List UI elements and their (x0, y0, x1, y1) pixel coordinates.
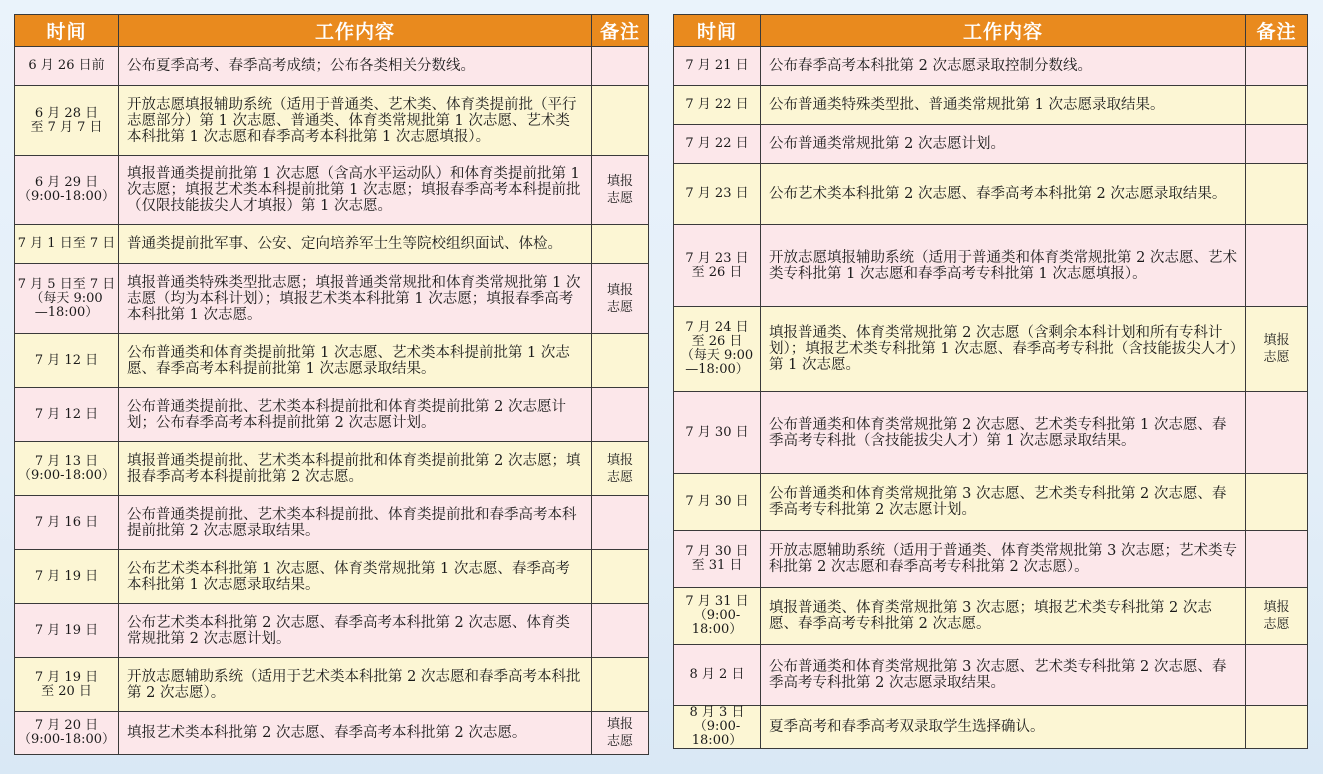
row-note: 填报 志愿 (606, 174, 633, 206)
row-time-cell (15, 550, 119, 604)
row-time-cell (674, 125, 761, 164)
row-note-cell (1246, 307, 1308, 392)
row-time-cell (15, 225, 119, 264)
row-time-cell (15, 658, 119, 712)
row-content-cell (119, 334, 592, 388)
row-note-cell (1246, 645, 1308, 706)
row-time: 6 月 26 日前 (28, 58, 105, 73)
row-time: 7 月 20 日 （9:00-18:00） (17, 718, 116, 747)
header-time: 时间 (674, 15, 761, 47)
row-note-cell (592, 604, 649, 658)
row-note: 填报 志愿 (606, 452, 633, 485)
row-note-cell (1246, 588, 1308, 645)
table-row (15, 388, 649, 442)
table-row (674, 706, 1308, 749)
row-time: 7 月 22 日 (685, 97, 749, 112)
table-row (15, 47, 649, 86)
row-note-cell (592, 225, 649, 264)
row-note-cell (592, 334, 649, 388)
row-content: 填报普通类、体育类常规批第 2 次志愿（含剩余本科计划和所有专科计划）；填报艺术类专科批第 1 次志愿、春季高考专科批（含技能拔尖人才）第 1 次志愿。 (769, 325, 1237, 373)
row-note-cell (1246, 706, 1308, 749)
row-content-cell (761, 164, 1246, 225)
table-row (15, 496, 649, 550)
row-content-cell (119, 156, 592, 225)
row-note-cell (1246, 225, 1308, 307)
row-content: 填报普通类提前批第 1 次志愿（含高水平运动队）和体育类提前批第 1 次志愿；填报艺术类本科提前批第 1 次志愿；填报春季高考本科提前批（仅限技能拔尖人才填报）第 1 次志愿。 (127, 166, 581, 214)
row-content-cell (119, 712, 592, 755)
row-time-cell (15, 604, 119, 658)
row-time-cell (674, 307, 761, 392)
row-content: 填报艺术类本科批第 2 次志愿、春季高考本科批第 2 次志愿。 (127, 725, 527, 741)
row-content-cell (761, 474, 1246, 531)
row-content-cell (761, 531, 1246, 588)
row-content-cell (761, 125, 1246, 164)
row-time: 7 月 12 日 (34, 352, 99, 368)
row-content-cell (119, 550, 592, 604)
row-time: 8 月 3 日 （9:00-18:00） (689, 705, 745, 748)
row-time-cell (15, 388, 119, 442)
row-time: 7 月 30 日 (685, 494, 749, 509)
row-note-cell (1246, 125, 1308, 164)
row-content: 公布普通类提前批、艺术类本科提前批、体育类提前批和春季高考本科提前批第 2 次志愿录取结果。 (127, 506, 577, 539)
row-content-cell (119, 604, 592, 658)
row-content: 公布艺术类本科批第 2 次志愿、春季高考本科批第 2 次志愿录取结果。 (769, 186, 1227, 202)
row-content: 公布普通类提前批、艺术类本科提前批和体育类提前批第 2 次志愿计划；公布春季高考本科提前批第 2 次志愿计划。 (127, 398, 566, 431)
row-content-cell (761, 645, 1246, 706)
row-note-cell (592, 712, 649, 755)
row-content: 公布普通类和体育类提前批第 1 次志愿、艺术类本科提前批第 1 次志愿、春季高考本科提前批第 1 次志愿录取结果。 (127, 344, 570, 377)
row-note-cell (592, 388, 649, 442)
row-time-cell (674, 392, 761, 474)
row-time-cell (15, 47, 119, 86)
schedule-table-right (673, 14, 1308, 749)
row-note-cell (592, 264, 649, 334)
table-row (15, 225, 649, 264)
table-row (674, 588, 1308, 645)
row-time-cell (674, 645, 761, 706)
row-time-cell (15, 712, 119, 755)
row-time: 7 月 13 日 （9:00-18:00） (17, 453, 116, 483)
header-note: 备注 (1246, 15, 1308, 47)
row-content: 公布普通类和体育类常规批第 3 次志愿、艺术类专科批第 2 次志愿、春季高考专科批第 2 次志愿计划。 (769, 486, 1227, 518)
row-note: 填报 志愿 (1263, 600, 1290, 632)
row-content-cell (119, 47, 592, 86)
table-row (674, 47, 1308, 86)
row-content-cell (761, 706, 1246, 749)
table-row (15, 334, 649, 388)
table-row (674, 125, 1308, 164)
row-time: 7 月 19 日 (34, 568, 99, 584)
row-content: 填报普通类特殊类型批志愿；填报普通类常规批和体育类常规批第 1 次志愿（均为本科计划）；填报艺术类本科批第 1 次志愿；填报春季高考本科批第 1 次志愿。 (127, 274, 581, 323)
row-time-cell (15, 264, 119, 334)
table-row (674, 307, 1308, 392)
row-content-cell (761, 47, 1246, 86)
table-row (15, 86, 649, 156)
row-time-cell (674, 47, 761, 86)
row-note: 填报 志愿 (606, 717, 633, 749)
row-content-cell (761, 307, 1246, 392)
row-time: 7 月 19 日 至 20 日 (34, 669, 99, 699)
row-content-cell (119, 264, 592, 334)
header-time: 时间 (15, 15, 119, 47)
row-content-cell (119, 86, 592, 156)
row-time-cell (15, 334, 119, 388)
table-row (15, 712, 649, 755)
row-note: 填报 志愿 (606, 282, 633, 315)
row-time-cell (15, 86, 119, 156)
row-note-cell (592, 86, 649, 156)
row-time: 7 月 1 日至 7 日 (17, 236, 116, 251)
table-row (674, 474, 1308, 531)
table-row (15, 264, 649, 334)
table-row (15, 604, 649, 658)
row-content: 公布普通类特殊类型批、普通类常规批第 1 次志愿录取结果。 (769, 97, 1165, 113)
row-time: 7 月 22 日 (685, 136, 749, 151)
table-row (15, 156, 649, 225)
row-time: 7 月 23 日 至 26 日 (685, 250, 749, 280)
row-note-cell (1246, 531, 1308, 588)
row-content: 公布春季高考本科批第 2 次志愿录取控制分数线。 (769, 58, 1092, 74)
row-note-cell (592, 658, 649, 712)
row-content-cell (761, 588, 1246, 645)
row-content: 公布艺术类本科批第 1 次志愿、体育类常规批第 1 次志愿、春季高考本科批第 1 次志愿录取结果。 (127, 560, 570, 593)
row-time-cell (674, 86, 761, 125)
header-note: 备注 (592, 15, 649, 47)
row-time-cell (674, 164, 761, 225)
row-time-cell (15, 156, 119, 225)
row-time: 7 月 30 日 至 31 日 (685, 544, 749, 573)
row-content: 普通类提前批军事、公安、定向培养军士生等院校组织面试、体检。 (127, 236, 562, 252)
row-time: 6 月 29 日 （9:00-18:00） (17, 175, 116, 204)
row-time-cell (674, 225, 761, 307)
row-note: 填报 志愿 (1263, 333, 1290, 365)
row-time: 7 月 19 日 (34, 622, 99, 638)
table-row (674, 645, 1308, 706)
row-note-cell (592, 156, 649, 225)
row-content: 公布艺术类本科批第 2 次志愿、春季高考本科批第 2 次志愿、体育类常规批第 2 次志愿计划。 (127, 614, 570, 647)
row-content-cell (119, 388, 592, 442)
row-content: 公布普通类和体育类常规批第 2 次志愿、艺术类专科批第 1 次志愿、春季高考专科批（含技能拔尖人才）第 1 次志愿录取结果。 (769, 416, 1227, 449)
row-content-cell (119, 658, 592, 712)
row-note-cell (1246, 474, 1308, 531)
row-content: 公布普通类常规批第 2 次志愿计划。 (769, 136, 1005, 152)
row-content-cell (761, 392, 1246, 474)
row-note-cell (1246, 47, 1308, 86)
row-content: 填报普通类提前批、艺术类本科提前批和体育类提前批第 2 次志愿；填报春季高考本科提前批第 2 次志愿。 (127, 452, 581, 485)
row-note-cell (1246, 164, 1308, 225)
row-note-cell (1246, 86, 1308, 125)
row-time: 7 月 31 日 （9:00-18:00） (685, 594, 749, 637)
row-time-cell (674, 531, 761, 588)
row-content: 开放志愿填报辅助系统（适用于普通类、艺术类、体育类提前批（平行志愿部分）第 1 次志愿、普通类、体育类常规批第 1 次志愿、艺术类本科批第 1 次志愿和春季高考本科批第 1 次志愿填报）。 (127, 96, 577, 145)
schedule-table-left (14, 14, 649, 755)
row-time: 7 月 21 日 (685, 58, 749, 73)
table-row (15, 550, 649, 604)
row-content-cell (761, 225, 1246, 307)
table-row (15, 442, 649, 496)
row-content: 公布普通类和体育类常规批第 3 次志愿、艺术类专科批第 2 次志愿、春季高考专科批第 2 次志愿录取结果。 (769, 659, 1227, 691)
table-row (674, 392, 1308, 474)
header-row (15, 15, 649, 47)
row-content-cell (119, 442, 592, 496)
row-note-cell (592, 47, 649, 86)
row-time-cell (15, 442, 119, 496)
row-note-cell (592, 442, 649, 496)
row-time-cell (674, 706, 761, 749)
row-content: 填报普通类、体育类常规批第 3 次志愿；填报艺术类专科批第 2 次志愿、春季高考专科批第 2 次志愿。 (769, 600, 1212, 632)
row-time: 8 月 2 日 (689, 667, 745, 682)
header-row (674, 15, 1308, 47)
row-time: 7 月 23 日 (685, 186, 749, 201)
row-time: 7 月 16 日 (34, 514, 99, 530)
row-time: 7 月 24 日 至 26 日 （每天 9:00 —18:00） (680, 320, 754, 377)
row-note-cell (592, 550, 649, 604)
row-content: 开放志愿辅助系统（适用于普通类、体育类常规批第 3 次志愿；艺术类专科批第 2 次志愿和春季高考专科批第 2 次志愿）。 (769, 543, 1237, 575)
row-content: 开放志愿辅助系统（适用于艺术类本科批第 2 次志愿和春季高考本科批第 2 次志愿）。 (127, 668, 581, 701)
table-row (674, 225, 1308, 307)
row-content-cell (119, 225, 592, 264)
header-content: 工作内容 (119, 15, 592, 47)
table-row (674, 531, 1308, 588)
row-time: 7 月 30 日 (685, 424, 749, 440)
table-row (15, 658, 649, 712)
row-content-cell (119, 496, 592, 550)
row-content: 公布夏季高考、春季高考成绩；公布各类相关分数线。 (127, 58, 475, 74)
row-note-cell (592, 496, 649, 550)
header-content: 工作内容 (761, 15, 1246, 47)
table-row (674, 86, 1308, 125)
row-time-cell (674, 474, 761, 531)
row-note-cell (1246, 392, 1308, 474)
row-time-cell (15, 496, 119, 550)
row-content: 夏季高考和春季高考双录取学生选择确认。 (769, 719, 1045, 735)
row-time: 7 月 5 日至 7 日 （每天 9:00 —18:00） (17, 276, 116, 320)
row-content-cell (761, 86, 1246, 125)
row-time: 6 月 28 日 至 7 月 7 日 (30, 105, 103, 135)
row-time: 7 月 12 日 (34, 406, 99, 422)
table-row (674, 164, 1308, 225)
row-content: 开放志愿填报辅助系统（适用于普通类和体育类常规批第 2 次志愿、艺术类专科批第 1 次志愿和春季高考专科批第 1 次志愿填报）。 (769, 249, 1237, 282)
row-time-cell (674, 588, 761, 645)
